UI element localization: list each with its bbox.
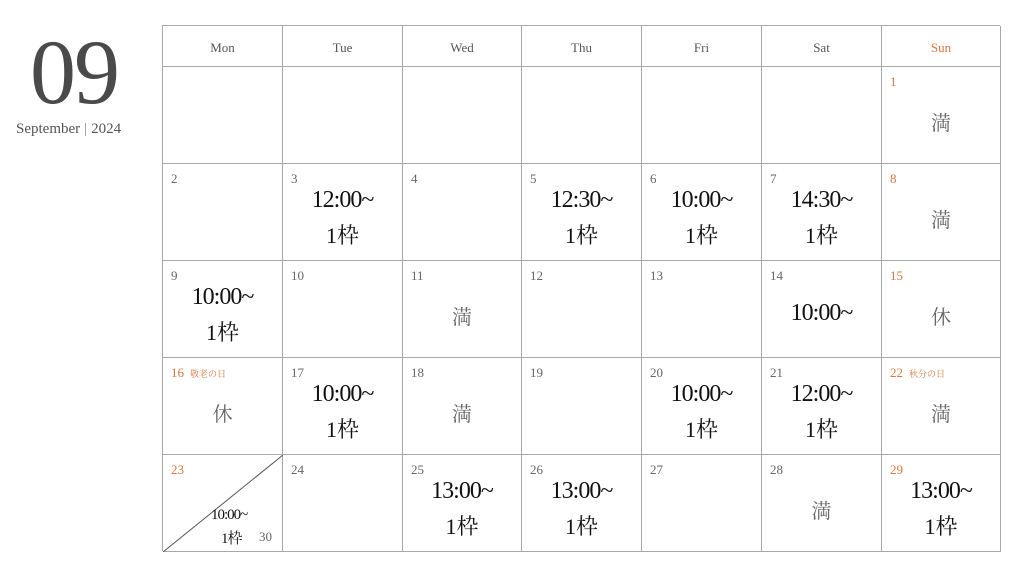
fully-booked-label: 満: [811, 501, 832, 523]
day-cell[interactable]: [163, 261, 283, 358]
slot-time: 12:30~: [550, 187, 613, 213]
day-number: [770, 268, 783, 284]
day-number-text: 23: [171, 462, 184, 477]
day-cell[interactable]: [882, 455, 1001, 552]
slot-count: 1枠: [684, 417, 718, 442]
day-cell[interactable]: [762, 455, 882, 552]
day-number-text: 10: [291, 268, 304, 283]
day-number: [411, 365, 424, 381]
day-number-text: 20: [650, 365, 663, 380]
day-number: [890, 268, 903, 284]
day-cell[interactable]: [762, 358, 882, 455]
day-cell[interactable]: [642, 164, 762, 261]
day-cell[interactable]: [522, 67, 642, 164]
day-cell[interactable]: [403, 67, 522, 164]
calendar-grid: [162, 25, 1000, 551]
day-number-text: 7: [770, 171, 777, 186]
day-number: [770, 462, 783, 478]
time-slot[interactable]: [283, 376, 402, 448]
month-name: September: [16, 121, 81, 137]
day-cell[interactable]: [403, 358, 522, 455]
fully-booked-label: 満: [931, 210, 951, 232]
fully-booked-label: 満: [452, 404, 472, 426]
day-number-text: 3: [291, 171, 298, 186]
day-cell[interactable]: [762, 164, 882, 261]
slot-time: 13:00~: [550, 478, 613, 504]
time-slot[interactable]: [403, 473, 521, 545]
closed-label: 休: [212, 404, 233, 426]
time-slot[interactable]: [762, 182, 881, 254]
day-number-text: 9: [171, 268, 178, 283]
day-cell[interactable]: [882, 164, 1001, 261]
day-number-text: 22: [890, 365, 903, 380]
weekday-mon: Mon: [163, 26, 283, 67]
year: 2024: [91, 121, 122, 137]
time-slot[interactable]: [642, 182, 761, 254]
day-number-text: 24: [291, 462, 304, 477]
day-number-text: 11: [411, 268, 424, 283]
day-number-text: 28: [770, 462, 783, 477]
day-number: [411, 171, 418, 187]
time-slot[interactable]: [522, 182, 641, 254]
day-number-text: 14: [770, 268, 783, 283]
day-cell[interactable]: [522, 164, 642, 261]
day-number: [530, 365, 543, 381]
month-label: [16, 121, 121, 138]
day-cell[interactable]: [762, 261, 882, 358]
day-number: [890, 74, 897, 90]
day-cell[interactable]: [642, 67, 762, 164]
closed-label: 休: [931, 307, 951, 329]
weekday-wed: Wed: [403, 26, 522, 67]
holiday-name: 敬老の日: [190, 369, 227, 379]
time-slot[interactable]: [762, 376, 881, 448]
day-number-text: 6: [650, 171, 657, 186]
day-cell[interactable]: [522, 358, 642, 455]
day-cell[interactable]: [283, 358, 403, 455]
slot-count: 1枠: [445, 514, 479, 539]
day-number: [890, 365, 945, 381]
day-number-text: 4: [411, 171, 418, 186]
day-cell[interactable]: [522, 261, 642, 358]
slot-time: 13:00~: [910, 478, 972, 504]
day-number-text: 8: [890, 171, 897, 186]
day-number-text: 19: [530, 365, 543, 380]
day-number: [171, 365, 226, 381]
day-cell[interactable]: [283, 261, 403, 358]
slot-time: 10:00~: [670, 187, 733, 213]
slot-time: 10:00~: [790, 300, 853, 326]
slot-count: 1枠: [325, 417, 359, 442]
slot-count: 1枠: [564, 223, 598, 248]
day-number-text: 26: [530, 462, 543, 477]
day-number-text: 17: [291, 365, 304, 380]
fully-booked-label: 満: [931, 404, 951, 426]
day-number-text: 12: [530, 268, 543, 283]
slot-time: 12:00~: [311, 187, 374, 213]
time-slot[interactable]: [522, 473, 641, 545]
day-number: [530, 268, 543, 284]
day-number: [890, 171, 897, 187]
month-separator: |: [84, 121, 88, 137]
day-number-text: 2: [171, 171, 178, 186]
day-cell[interactable]: [882, 261, 1001, 358]
slot-count: 1枠: [804, 223, 838, 248]
day-number-text: 27: [650, 462, 663, 477]
day-number-text: 16: [171, 365, 184, 380]
weekday-tue: Tue: [283, 26, 403, 67]
day-cell[interactable]: [283, 164, 403, 261]
day-cell[interactable]: [882, 67, 1001, 164]
day-number: [291, 268, 304, 284]
day-number: [411, 268, 424, 284]
fully-booked-label: 満: [931, 113, 951, 135]
day-cell[interactable]: [522, 455, 642, 552]
day-number: [650, 462, 663, 478]
day-cell[interactable]: [163, 455, 283, 552]
day-cell[interactable]: [403, 261, 522, 358]
fully-booked-label: 満: [452, 307, 472, 329]
slot-count: 1枠: [684, 223, 718, 248]
day-cell[interactable]: [642, 261, 762, 358]
day-number: [650, 268, 663, 284]
weekday-header: [163, 26, 1000, 67]
weekday-sun: Sun: [882, 26, 1001, 67]
day-cell[interactable]: [403, 164, 522, 261]
day-cell[interactable]: [882, 358, 1001, 455]
month-number: 09: [30, 21, 118, 123]
day-number: [171, 171, 178, 187]
slot-time: 13:00~: [431, 478, 493, 504]
day-number-text: 29: [890, 462, 903, 477]
day-cell[interactable]: [762, 67, 882, 164]
day-cell[interactable]: [642, 455, 762, 552]
slot-time: 10:00~: [670, 381, 733, 407]
day-number-text: 25: [411, 462, 424, 477]
day-cell[interactable]: [283, 455, 403, 552]
weekday-sat: Sat: [762, 26, 882, 67]
day-number-text: 18: [411, 365, 424, 380]
day-cell[interactable]: [163, 358, 283, 455]
split-day-number: 30: [259, 529, 272, 544]
day-number-text: 5: [530, 171, 537, 186]
day-number-text: 1: [890, 74, 897, 89]
slot-count: 1枠: [325, 223, 359, 248]
slot-time: 10:00~: [191, 284, 254, 310]
slot-time: 12:00~: [790, 381, 853, 407]
weekday-thu: Thu: [522, 26, 642, 67]
slot-count: 1枠: [564, 514, 598, 539]
day-number-text: 15: [890, 268, 903, 283]
split-slot-time: 10:00~: [211, 507, 248, 523]
slot-count: 1枠: [804, 417, 838, 442]
day-number: [291, 462, 304, 478]
time-slot[interactable]: [762, 295, 881, 331]
slot-count: 1枠: [205, 320, 239, 345]
time-slot[interactable]: [882, 473, 1000, 545]
day-number-text: 21: [770, 365, 783, 380]
day-cell[interactable]: [163, 164, 283, 261]
day-cell[interactable]: [642, 358, 762, 455]
time-slot[interactable]: [642, 376, 761, 448]
slot-count: 1枠: [924, 514, 958, 539]
day-number-text: 13: [650, 268, 663, 283]
day-cell[interactable]: [163, 67, 283, 164]
holiday-name: 秋分の日: [909, 369, 946, 379]
split-slot-count: 1枠: [221, 531, 242, 547]
slot-time: 14:30~: [790, 187, 853, 213]
time-slot[interactable]: [163, 279, 282, 351]
time-slot[interactable]: [283, 182, 402, 254]
day-cell[interactable]: [403, 455, 522, 552]
slot-time: 10:00~: [311, 381, 374, 407]
day-cell[interactable]: [283, 67, 403, 164]
weekday-fri: Fri: [642, 26, 762, 67]
